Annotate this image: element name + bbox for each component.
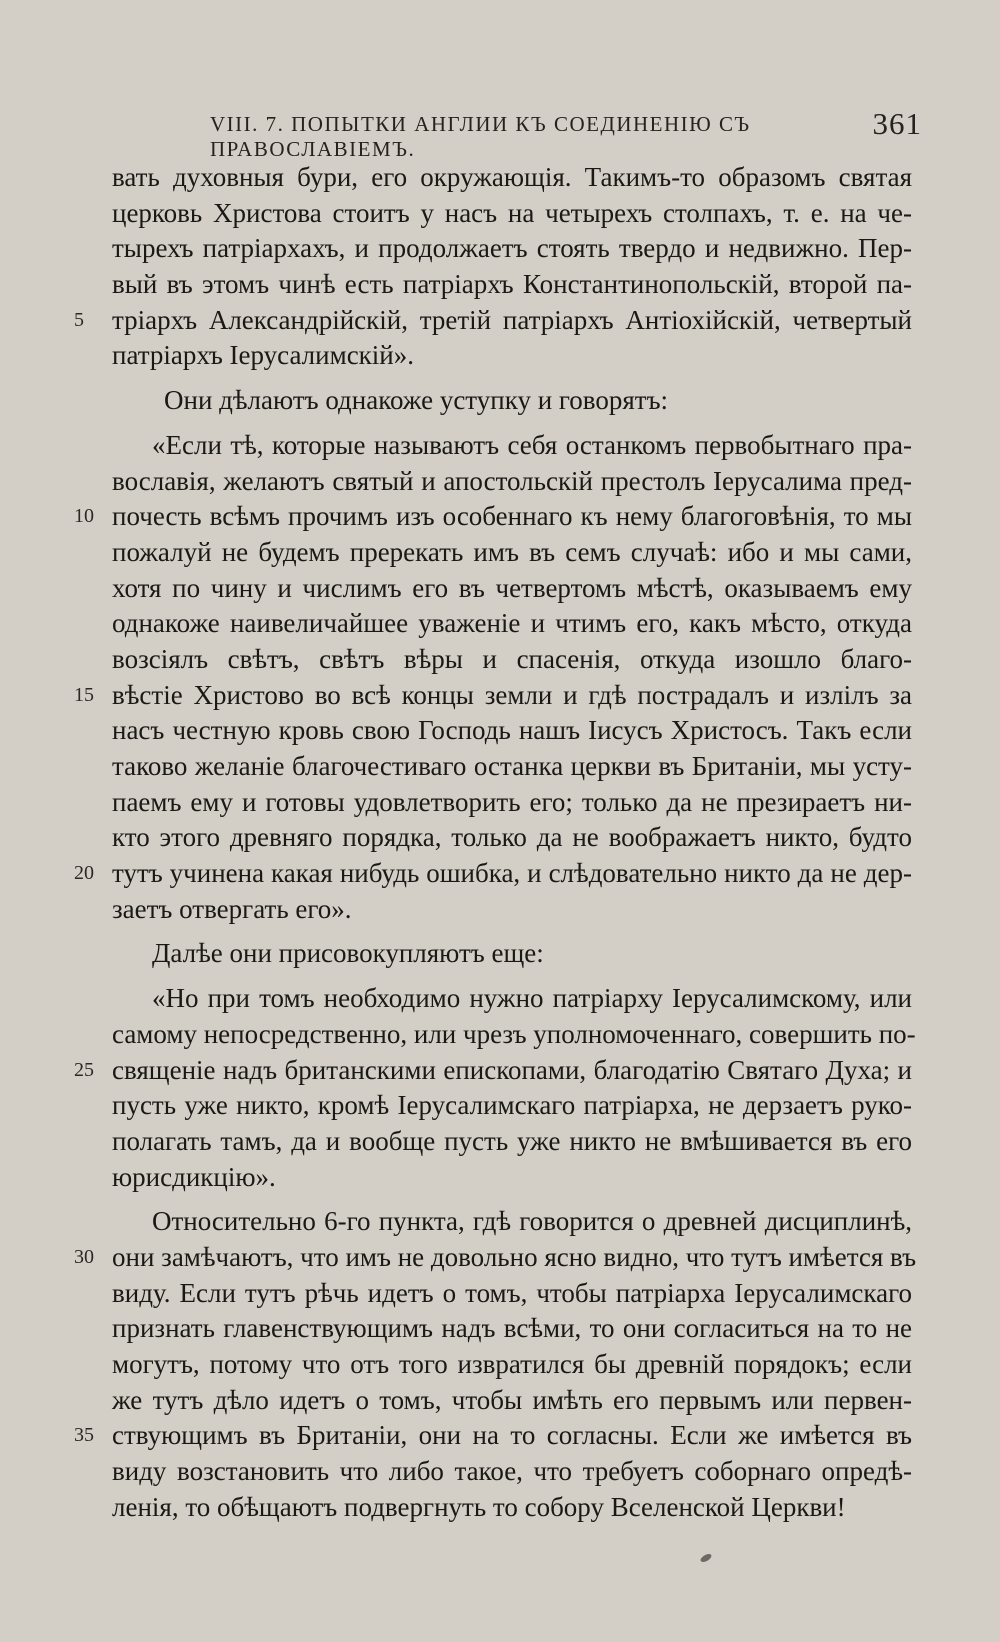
- text-line: Далѣе они присовокупляютъ еще:: [152, 938, 544, 969]
- line-number: 15: [74, 683, 94, 706]
- text-line: вославія, желаютъ святый и апостольскій престолъ Іерусалима пред-: [112, 465, 912, 496]
- text-line: юрисдикцію».: [112, 1161, 276, 1192]
- text-line: «Но при томъ необходимо нужно патріарху Іерусалимскому, или: [152, 983, 912, 1014]
- text-line: вый въ этомъ чинѣ есть патріархъ Константинопольскій, второй па-: [112, 269, 912, 300]
- running-head-title: VIII. 7. ПОПЫТКИ АНГЛИИ КЪ СОЕДИНЕНІЮ СЪ ПРАВОСЛАВІЕМЪ.: [210, 112, 751, 161]
- text-line: пожалуй не будемъ пререкать имъ въ семъ случаѣ: ибо и мы сами,: [112, 536, 912, 567]
- text-line: ленія, то обѣщаютъ подвергнуть то собору Вселенской Церкви!: [112, 1491, 846, 1522]
- text-line: заетъ отвергать его».: [112, 893, 352, 924]
- text-line: самому непосредственно, или чрезъ уполномоченнаго, совершить по-: [112, 1018, 916, 1049]
- text-line: полагать тамъ, да и вообще пусть уже никто не вмѣшивается въ его: [112, 1125, 912, 1156]
- text-line: виду возстановить что либо такое, что требуетъ соборнаго опредѣ-: [112, 1456, 912, 1487]
- running-head: [210, 106, 922, 162]
- text-line: 15 вѣстіе Христово во всѣ концы земли и гдѣ пострадалъ и излілъ за: [112, 678, 912, 714]
- text-line: виду. Если тутъ рѣчь идетъ о томъ, чтобы патріарха Іерусалимскаго: [112, 1277, 912, 1308]
- text-line: патріархъ Іерусалимскій».: [112, 340, 414, 371]
- ink-mark: [699, 1552, 712, 1563]
- text-line: 10 почесть всѣмъ прочимъ изъ особеннаго къ нему благоговѣнія, то мы: [112, 499, 912, 535]
- body-text: [74, 160, 917, 1525]
- text-line: могутъ, потому что отъ того извратился бы древній порядокъ; если: [112, 1349, 912, 1379]
- line-number: 20: [74, 862, 94, 885]
- text-line: хотя по чину и числимъ его въ четвертомъ мѣстѣ, оказываемъ ему: [112, 572, 912, 603]
- text-line: церковь Христова стоитъ у насъ на четырехъ столпахъ, т. е. на че-: [112, 197, 912, 228]
- line-number: 30: [74, 1245, 94, 1268]
- text-line: 20 тутъ учинена какая нибудь ошибка, и слѣдовательно никто да не дер-: [112, 856, 912, 892]
- text-line: пусть уже никто, кромѣ Іерусалимскаго патріарха, не дерзаетъ руко-: [112, 1090, 912, 1121]
- text-line: «Если тѣ, которые называютъ себя останкомъ первобытнаго пра-: [152, 429, 912, 460]
- line-number: 5: [74, 308, 84, 331]
- text-line: же тутъ дѣло идетъ о томъ, чтобы имѣть его первымъ или первен-: [112, 1384, 912, 1415]
- text-line: признать главенствующимъ надъ всѣми, то они согласиться на то не: [112, 1313, 912, 1344]
- text-line: 5 тріархъ Александрійскій, третій патріархъ Антіохійскій, четвертый: [112, 303, 912, 339]
- text-line: 35 ствующимъ въ Британіи, они на то согласны. Если же имѣется въ: [112, 1418, 912, 1454]
- text-line: кто этого древняго порядка, только да не воображаетъ никто, будто: [112, 822, 912, 853]
- text-line: тырехъ патріархахъ, и продолжаетъ стоять твердо и недвижно. Пер-: [112, 233, 912, 264]
- text-line: 30 они замѣчаютъ, что имъ не довольно ясно видно, что тутъ имѣется въ: [112, 1240, 912, 1276]
- text-line: насъ честную кровь свою Господь нашъ Іисусъ Христосъ. Такъ если: [112, 715, 912, 746]
- text-line: возсіялъ свѣтъ, свѣтъ вѣры и спасенія, откуда изошло благо-: [112, 643, 912, 674]
- line-number: 25: [74, 1058, 94, 1081]
- text-line: 25 священіе надъ британскими епископами, благодатію Святаго Духа; и: [112, 1053, 912, 1089]
- text-line: таково желаніе благочестиваго останка церкви въ Британіи, мы усту-: [112, 751, 912, 781]
- text-line: однакоже наивеличайшее уваженіе и чтимъ его, какъ мѣсто, откуда: [112, 608, 912, 639]
- text-line: Они дѣлаютъ однакоже уступку и говорятъ:: [164, 385, 669, 416]
- line-number: 35: [74, 1424, 94, 1447]
- text-line: паемъ ему и готовы удовлетворить его; только да не презираетъ ни-: [112, 786, 912, 817]
- page-number: 361: [872, 106, 922, 141]
- line-number: 10: [74, 505, 94, 528]
- text-line: Относительно 6-го пункта, гдѣ говорится о древней дисциплинѣ,: [152, 1206, 912, 1237]
- text-line: вать духовныя бури, его окружающія. Такимъ-то образомъ святая: [112, 162, 912, 192]
